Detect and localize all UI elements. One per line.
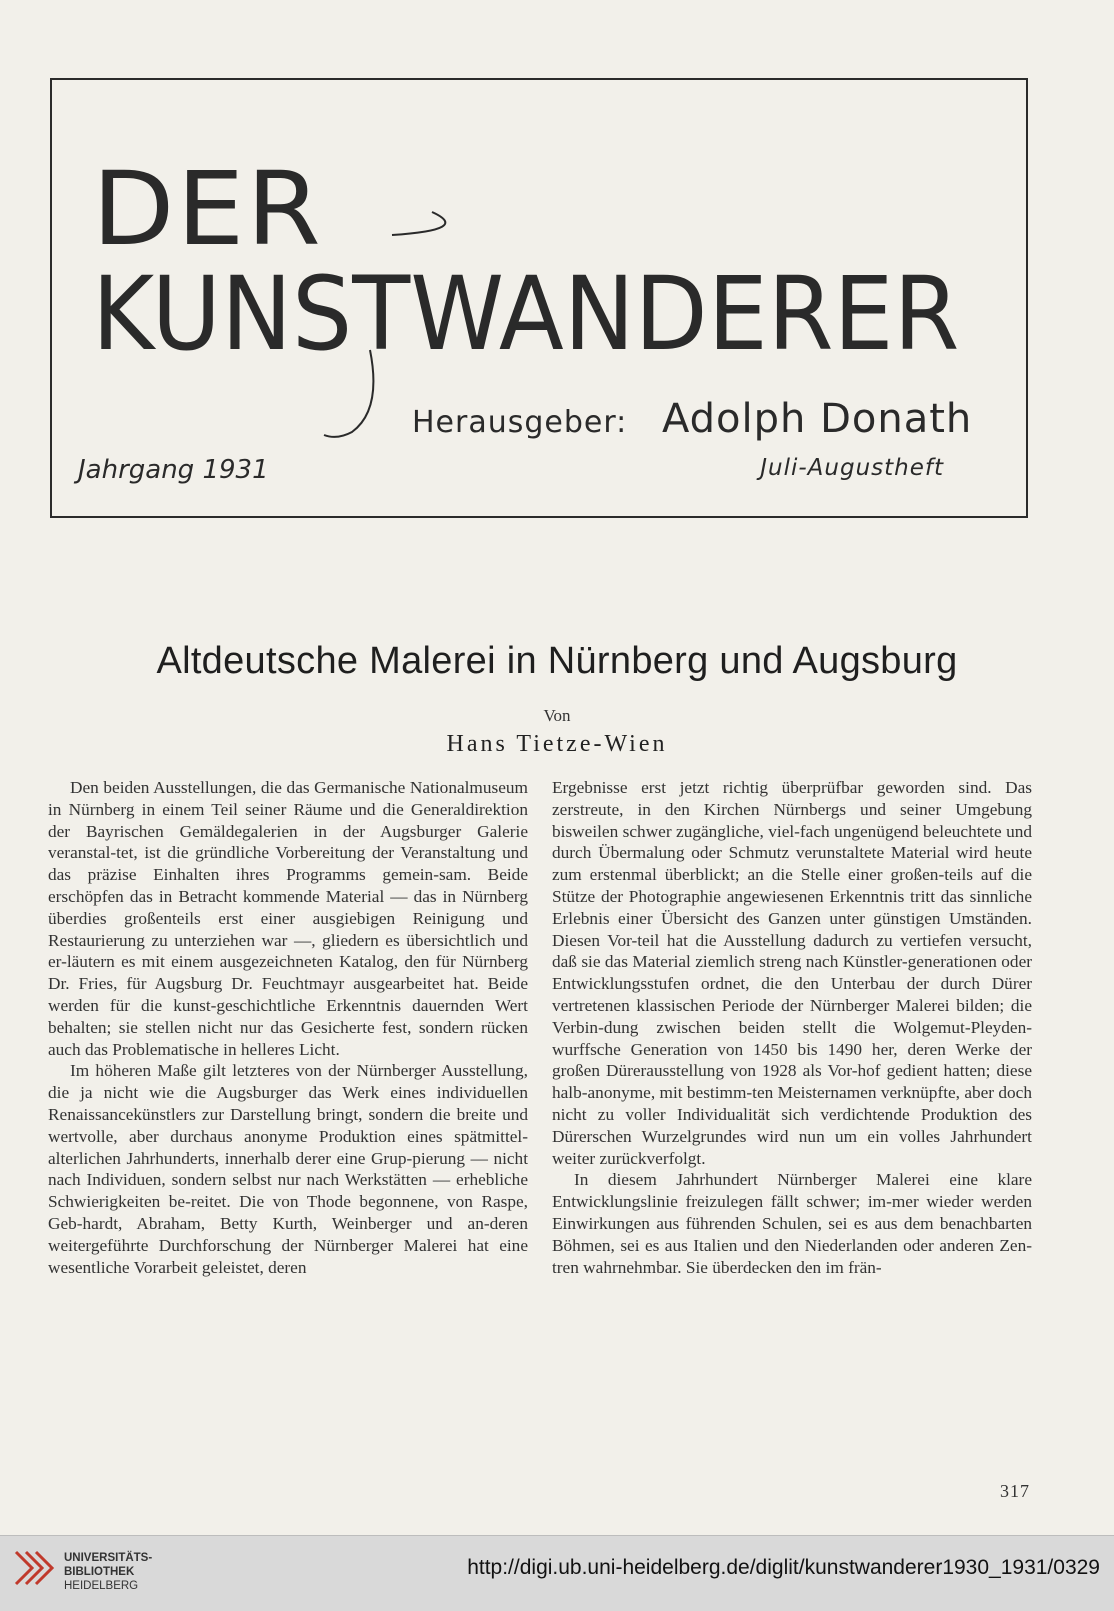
- paragraph: Im höheren Maße gilt letzteres von der Nürnberger Ausstellung, die ja nicht wie die Augsburger das Werk eines individuellen Renaissancekünstlers zur Darstellung bringt, sondern die breite und wertvolle, aber durchaus anonyme Produktion eines spätmittel-alterlichen Jahrhunderts, innerhalb derer eine Grup-pierung — nicht nach Individuen, sondern selbst nur nach Werkstätten — erhebliche Schwierigkeiten be-reitet. Die von Thode begonnene, von Raspe, Geb-hardt, Abraham, Betty Kurth, Weinberger und an-deren weitergeführte Durchforschung der Nürnberger Malerei hat eine wesentliche Vorarbeit geleistet, deren: [48, 1061, 528, 1277]
- library-name-line: HEIDELBERG: [64, 1580, 139, 1592]
- text-column-left: [48, 777, 528, 1278]
- masthead-editor-label: Herausgeber:: [412, 405, 628, 440]
- library-name: [64, 1551, 152, 1593]
- masthead-title-line2: KUNSTWANDERER: [92, 255, 960, 374]
- library-name-line: BIBLIOTHEK: [64, 1566, 135, 1578]
- paragraph: Ergebnisse erst jetzt richtig überprüfbar geworden sind. Das zerstreute, in den Kirchen Nürnbergs und seiner Umgebung bisweilen schwer zugängliche, viel-fach ungenügend beleuchtete und durch Übermalung oder Schmutz verunstaltete Material wird heute zum erstenmal überblickt; an die Stelle einer großen-teils auf die Stütze der Photographie angewiesenen Erkenntnis tritt das sinnliche Erlebnis einer Übersicht des Ganzen unter günstigen Umständen. Diesen Vor-teil hat die Ausstellung dadurch zu vertiefen versucht, daß sie das Material ziemlich streng nach Künstler-generationen oder Entwicklungsstufen ordnet, die den Unterbau der durch Dürer vertretenen klassischen Periode der Nürnberger Malerei bilden; die Verbin-dung zwischen beiden stellt die Wolgemut-Pleyden-wurffsche Generation von 1450 bis 1490 her, deren Werke der großen Dürerausstellung von 1928 als Vor-hof gedient hatten; diese halb-anonyme, mit bestimm-ten Meisternamen verknüpfte, aber doch nicht zu voller Individualität sich verdichtende Produktion des Dürerschen Wurzelgrundes wird nun um ein volles Jahrhundert weiter zurückverfolgt.: [552, 778, 1032, 1168]
- masthead-issue: Juli-Augustheft: [760, 455, 944, 481]
- source-url-link[interactable]: http://digi.ub.uni-heidelberg.de/diglit/kunstwanderer1930_1931/0329: [467, 1556, 1100, 1579]
- page-number: 317: [1000, 1481, 1030, 1501]
- library-logo-icon: [12, 1548, 56, 1596]
- masthead-year: Jahrgang 1931: [78, 455, 269, 485]
- masthead-title-line1: DER: [92, 150, 323, 269]
- library-name-line: UNIVERSITÄTS-: [64, 1552, 153, 1564]
- footer-bar: [0, 1535, 1114, 1611]
- article-title: Altdeutsche Malerei in Nürnberg und Augsburg: [156, 640, 958, 682]
- masthead-editor-name: Adolph Donath: [662, 396, 973, 442]
- paragraph: In diesem Jahrhundert Nürnberger Malerei eine klare Entwicklungslinie freizulegen fällt schwer; im-mer wieder werden Einwirkungen aus führenden Schulen, sei es aus dem benachbarten Böhmen, sei es aus Italien und den Niederlanden oder anderen Zen-tren wahrnehmbar. Sie überdecken den im frän-: [552, 1170, 1032, 1277]
- article-author: Hans Tietze-Wien: [446, 731, 668, 757]
- byline-prefix: Von: [543, 706, 571, 725]
- paragraph: Den beiden Ausstellungen, die das Germanische Nationalmuseum in Nürnberg in einem Teil seiner Räume und die Generaldirektion der Bayrischen Gemäldegalerien in der Augsburger Galerie veranstal-tet, ist die gründliche Vorbereitung der Veranstaltung und das präzise Einhalten ihres Programms gemein-sam. Beide erschöpfen das in Betracht kommende Material — das in Nürnberg überdies großenteils erst einer ausgiebigen Reinigung und Restaurierung zu unterziehen war —, gliedern es übersichtlich und er-läutern es mit einem ausgezeichneten Katalog, den für Nürnberg Dr. Fries, für Augsburg Dr. Feuchtmayr ausgearbeitet hat. Beide werden für die kunst-geschichtliche Erkenntnis dauernden Wert behalten; sie stellen nicht nur das Gesicherte fest, sondern rücken auch das Problematische in helleres Licht.: [48, 778, 528, 1059]
- masthead-box: [50, 78, 1028, 518]
- text-column-right: [552, 777, 1032, 1278]
